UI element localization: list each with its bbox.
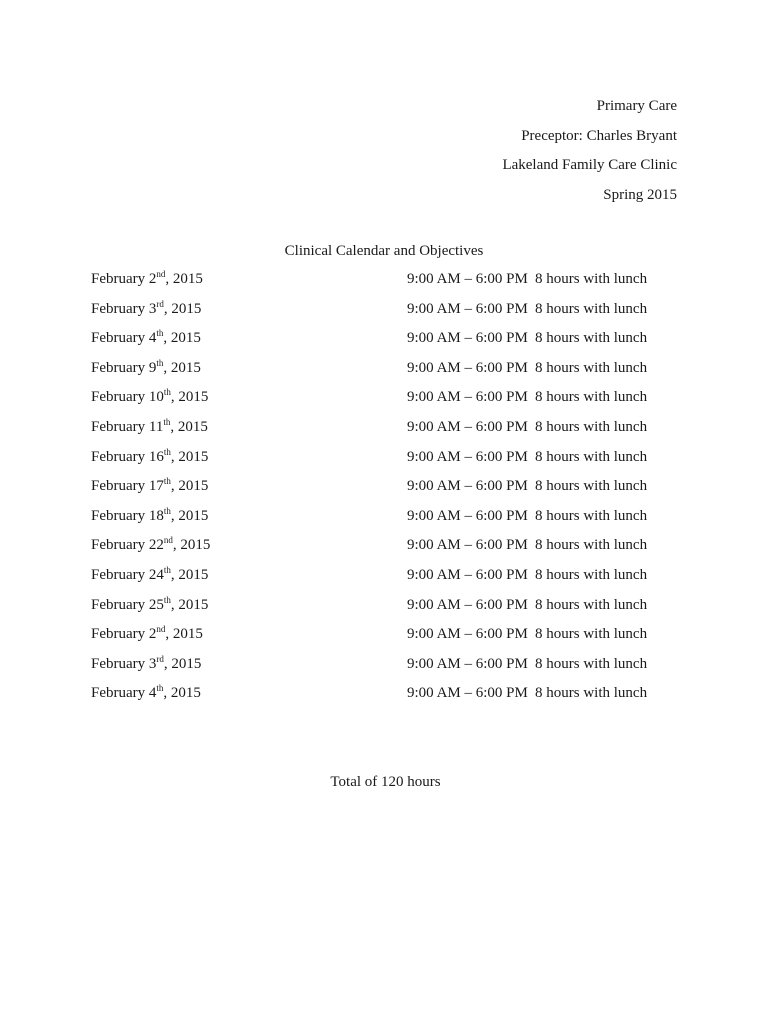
schedule-hours-note: 8 hours with lunch <box>535 359 648 376</box>
schedule-date <box>91 297 201 321</box>
date-ordinal-suffix: th <box>163 446 171 457</box>
schedule-date <box>91 533 210 557</box>
date-year: , 2015 <box>170 596 209 613</box>
schedule-date <box>91 474 208 498</box>
schedule-date <box>91 326 201 350</box>
date-day: 10 <box>148 389 164 406</box>
schedule-hours-note: 8 hours with lunch <box>535 655 648 672</box>
schedule-row <box>91 385 691 415</box>
schedule-row <box>91 593 691 623</box>
date-month: February <box>91 330 146 347</box>
total-hours: Total of 120 hours <box>330 774 441 790</box>
schedule-date <box>91 652 201 676</box>
schedule-time: 9:00 AM – 6:00 PM <box>407 685 528 702</box>
date-month: February <box>91 359 146 376</box>
date-day: 18 <box>148 507 164 524</box>
date-month: February <box>91 271 146 287</box>
schedule-hours-note: 8 hours with lunch <box>535 448 648 465</box>
schedule-hours-note: 8 hours with lunch <box>535 596 648 613</box>
date-year: , 2015 <box>170 418 208 435</box>
schedule-hours-note: 8 hours with lunch <box>535 271 648 287</box>
date-ordinal-suffix: rd <box>156 298 164 309</box>
schedule-time: 9:00 AM – 6:00 PM <box>407 418 528 435</box>
schedule-row <box>91 622 691 652</box>
schedule-hours-note: 8 hours with lunch <box>535 330 648 347</box>
clinic-name: Lakeland Family Care Clinic <box>502 157 677 173</box>
schedule-row <box>91 356 691 386</box>
date-day: 2 <box>148 626 157 643</box>
date-month: February <box>91 655 146 672</box>
schedule-hours-note: 8 hours with lunch <box>535 478 648 495</box>
date-year: , 2015 <box>170 389 209 406</box>
date-year: , 2015 <box>172 537 211 554</box>
date-ordinal-suffix: th <box>163 476 171 487</box>
date-day: 9 <box>148 359 157 376</box>
date-month: February <box>91 626 146 643</box>
date-ordinal-suffix: th <box>163 594 171 605</box>
schedule-hours-note: 8 hours with lunch <box>535 418 648 435</box>
date-ordinal-suffix: th <box>163 416 171 427</box>
schedule-row <box>91 681 691 711</box>
schedule-hours-note: 8 hours with lunch <box>535 685 648 702</box>
date-year: , 2015 <box>163 330 201 347</box>
schedule-hours-note: 8 hours with lunch <box>535 566 648 583</box>
schedule-hours-note: 8 hours with lunch <box>535 537 648 554</box>
date-day: 16 <box>148 448 164 465</box>
schedule-date <box>91 622 203 646</box>
schedule-date <box>91 267 203 291</box>
schedule-date <box>91 415 208 439</box>
schedule-row <box>91 415 691 445</box>
schedule-date <box>91 445 208 469</box>
schedule-time: 9:00 AM – 6:00 PM <box>407 655 528 672</box>
schedule-row <box>91 474 691 504</box>
date-ordinal-suffix: th <box>156 328 164 339</box>
date-ordinal-suffix: th <box>163 564 171 575</box>
schedule-time: 9:00 AM – 6:00 PM <box>407 537 528 554</box>
schedule-row <box>91 445 691 475</box>
date-ordinal-suffix: th <box>163 387 171 398</box>
date-year: , 2015 <box>170 478 209 495</box>
date-month: February <box>91 418 146 435</box>
date-year: , 2015 <box>163 300 202 317</box>
date-day: 11 <box>148 418 164 435</box>
schedule-date <box>91 356 201 380</box>
schedule-row <box>91 533 691 563</box>
date-month: February <box>91 685 146 702</box>
preceptor-line: Preceptor: Charles Bryant <box>521 127 677 144</box>
date-month: February <box>91 478 146 495</box>
date-ordinal-suffix: rd <box>156 653 164 664</box>
date-day: 3 <box>148 300 157 317</box>
date-year: , 2015 <box>170 448 209 465</box>
document-header <box>502 92 677 210</box>
schedule-date <box>91 504 208 528</box>
schedule-time: 9:00 AM – 6:00 PM <box>407 330 528 347</box>
schedule-time: 9:00 AM – 6:00 PM <box>407 359 528 376</box>
date-ordinal-suffix: th <box>156 357 164 368</box>
schedule-hours-note: 8 hours with lunch <box>535 389 648 406</box>
date-day: 17 <box>148 478 164 495</box>
schedule-time: 9:00 AM – 6:00 PM <box>407 596 528 613</box>
schedule-time: 9:00 AM – 6:00 PM <box>407 566 528 583</box>
schedule-hours-note: 8 hours with lunch <box>535 507 648 524</box>
date-month: February <box>91 596 146 613</box>
schedule-time: 9:00 AM – 6:00 PM <box>407 626 528 643</box>
schedule-time: 9:00 AM – 6:00 PM <box>407 389 528 406</box>
schedule-time: 9:00 AM – 6:00 PM <box>407 478 528 495</box>
date-month: February <box>91 537 146 554</box>
date-day: 2 <box>148 271 157 287</box>
date-day: 4 <box>148 685 157 702</box>
date-year: , 2015 <box>170 566 209 583</box>
date-year: , 2015 <box>163 359 201 376</box>
schedule-date <box>91 385 208 409</box>
date-day: 25 <box>148 596 164 613</box>
date-ordinal-suffix: nd <box>156 269 166 279</box>
schedule-list <box>91 267 691 711</box>
date-year: , 2015 <box>170 507 209 524</box>
course-name: Primary Care <box>596 98 677 114</box>
schedule-time: 9:00 AM – 6:00 PM <box>407 300 528 317</box>
date-day: 4 <box>148 330 157 347</box>
term: Spring 2015 <box>603 186 677 203</box>
schedule-time: 9:00 AM – 6:00 PM <box>407 507 528 524</box>
date-month: February <box>91 448 146 465</box>
date-year: , 2015 <box>163 685 201 702</box>
schedule-row <box>91 267 691 297</box>
schedule-date <box>91 593 208 617</box>
schedule-hours-note: 8 hours with lunch <box>535 300 648 317</box>
date-day: 3 <box>148 655 157 672</box>
date-year: , 2015 <box>165 271 203 287</box>
schedule-date <box>91 681 201 705</box>
date-ordinal-suffix: th <box>156 683 164 694</box>
date-year: , 2015 <box>165 626 203 643</box>
date-day: 22 <box>148 537 164 554</box>
date-day: 24 <box>148 566 164 583</box>
schedule-time: 9:00 AM – 6:00 PM <box>407 271 528 287</box>
date-month: February <box>91 507 146 524</box>
date-ordinal-suffix: th <box>163 505 171 516</box>
schedule-time: 9:00 AM – 6:00 PM <box>407 448 528 465</box>
date-year: , 2015 <box>163 655 202 672</box>
schedule-row <box>91 504 691 534</box>
schedule-date <box>91 563 208 587</box>
date-month: February <box>91 566 146 583</box>
date-month: February <box>91 389 146 406</box>
schedule-row <box>91 652 691 682</box>
schedule-hours-note: 8 hours with lunch <box>535 626 648 643</box>
schedule-row <box>91 297 691 327</box>
schedule-row <box>91 326 691 356</box>
schedule-row <box>91 563 691 593</box>
date-month: February <box>91 300 146 317</box>
date-ordinal-suffix: nd <box>156 624 166 635</box>
date-ordinal-suffix: nd <box>163 535 173 546</box>
page-title: Clinical Calendar and Objectives <box>284 243 484 259</box>
